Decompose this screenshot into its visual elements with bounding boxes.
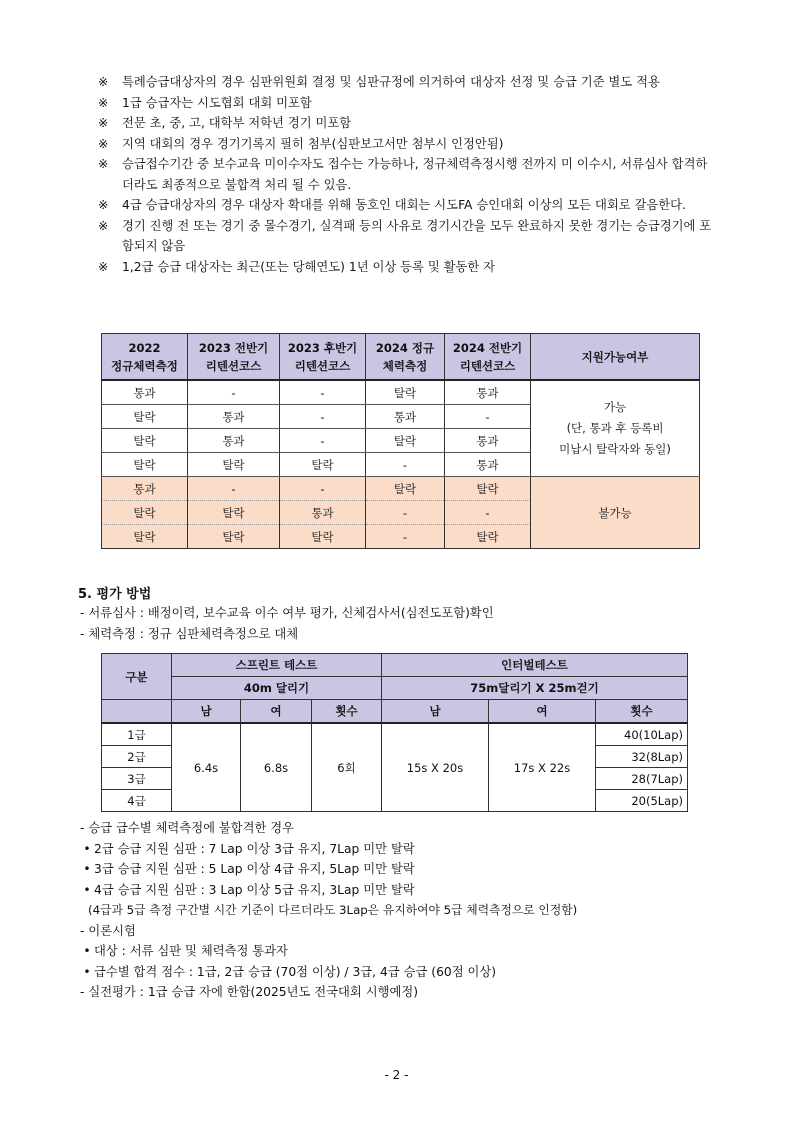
category-header: 구분 [102, 654, 172, 700]
table-row [102, 380, 700, 405]
bullet-icon: • [83, 841, 91, 856]
grade-cell: 1급 [102, 723, 172, 746]
note-item [98, 134, 718, 155]
table-cell: 탈락 [188, 453, 280, 477]
table-cell: 통과 [445, 453, 531, 477]
text-line: - 실전평가 : 1급 승급 자에 한함(2025년도 전국대회 시행예정) [80, 985, 419, 999]
table-cell: 탈락 [366, 380, 445, 405]
table-cell: 탈락 [445, 525, 531, 549]
note-item [98, 257, 718, 278]
section-title: 5. 평가 방법 [78, 587, 152, 602]
grade-cell: 4급 [102, 790, 172, 812]
table-cell: 통과 [366, 405, 445, 429]
evaluation-details [80, 818, 730, 1003]
note-mark: ※ [98, 259, 109, 274]
bullet-icon: • [83, 862, 91, 876]
col-header-eligibility: 지원가능여부 [531, 334, 700, 381]
table-cell: 탈락 [188, 501, 280, 525]
bullet-icon: • [83, 944, 91, 958]
col-header: 2024 정규 체력측정 [366, 334, 445, 381]
page-number: - 2 - [384, 1068, 409, 1082]
note-item [98, 93, 718, 114]
note-mark: ※ [98, 157, 109, 171]
table-cell: 통과 [188, 405, 280, 429]
col-header: 남 [172, 700, 241, 724]
note-text: 4급 승급대상자의 경우 대상자 확대를 위해 동호인 대회는 시도FA 승인대회 이상의 모든 대회로 갈음한다. [122, 198, 686, 212]
text-line: - 서류심사 : 배정이력, 보수교육 이수 여부 평가, 신체검사서(심전도포함)확인 [80, 606, 494, 620]
table-cell: 통과 [188, 429, 280, 453]
sprint-female-cell: 6.8s [241, 723, 312, 812]
bullet-item: • 2급 승급 지원 심판 : 7 Lap 이상 3급 유지, 7Lap 미만 탈락 [80, 839, 730, 860]
table-cell: 탈락 [102, 525, 188, 549]
col-header: 2023 전반기 리텐션코스 [188, 334, 280, 381]
bullet-item: • 4급 승급 지원 심판 : 3 Lap 이상 5급 유지, 3Lap 미만 탈락 [80, 880, 730, 901]
lap-cell: 40(10Lap) [596, 723, 688, 746]
text-line: (4급과 5급 측정 구간별 시간 기준이 다르더라도 3Lap은 유지하여야 5급 체력측정으로 인정함) [88, 903, 578, 917]
lap-cell: 32(8Lap) [596, 746, 688, 768]
table-row [102, 477, 700, 501]
table-header-row [102, 654, 688, 677]
section-lines [80, 603, 494, 644]
table-cell: - [445, 405, 531, 429]
table-cell: 통과 [445, 380, 531, 405]
col-header: 횟수 [312, 700, 382, 724]
note-text: 1,2급 승급 대상자는 최근(또는 당해연도) 1년 이상 등록 및 활동한 자 [122, 259, 496, 274]
fitness-table [101, 653, 688, 812]
note-mark: ※ [98, 198, 109, 212]
note-text: 승급접수기간 중 보수교육 미이수자도 접수는 가능하나, 정규체력측정시행 전까지 미 이수시, 서류심사 합격하더라도 최종적으로 불합격 처리 될 수 있음. [122, 157, 708, 192]
table-cell: 탈락 [188, 525, 280, 549]
text-line: - 체력측정 : 정규 심판체력측정으로 대체 [80, 626, 299, 641]
grade-cell: 3급 [102, 768, 172, 790]
table-cell: - [366, 453, 445, 477]
bullet-icon: • [83, 882, 91, 897]
text-line: - 이론시험 [80, 923, 136, 938]
note-mark: ※ [98, 95, 109, 110]
note-item [98, 216, 718, 257]
note-mark: ※ [98, 218, 109, 233]
interval-female-cell: 17s X 22s [489, 723, 596, 812]
table-header-row [102, 700, 688, 724]
eligibility-table [101, 333, 700, 549]
lap-cell: 28(7Lap) [596, 768, 688, 790]
table-cell: 탈락 [102, 405, 188, 429]
note-text: 지역 대회의 경우 경기기록지 필히 첨부(심판보고서만 첨부시 인정안됨) [122, 136, 504, 151]
note-text: 전문 초, 중, 고, 대학부 저학년 경기 미포함 [122, 116, 352, 130]
table-cell: 탈락 [102, 501, 188, 525]
table-cell: 탈락 [366, 477, 445, 501]
table-cell: 탈락 [102, 453, 188, 477]
table-cell: 탈락 [366, 429, 445, 453]
note-item [98, 154, 718, 195]
interval-sub-header: 75m달리기 X 25m걷기 [382, 677, 688, 700]
table-cell: 탈락 [280, 453, 366, 477]
text-line: - 승급 급수별 체력측정에 불합격한 경우 [80, 821, 295, 835]
sprint-header: 스프린트 테스트 [172, 654, 382, 677]
note-mark: ※ [98, 75, 109, 89]
note-mark: ※ [98, 116, 109, 130]
table-cell: - [280, 380, 366, 405]
table-cell: - [366, 501, 445, 525]
bullet-icon: • [83, 964, 91, 979]
col-header [102, 700, 172, 724]
table-cell: - [188, 380, 280, 405]
note-item [98, 195, 718, 216]
table-cell: - [445, 501, 531, 525]
col-header: 2024 전반기 리텐션코스 [445, 334, 531, 381]
table-cell: 통과 [280, 501, 366, 525]
note-mark: ※ [98, 136, 109, 151]
sprint-male-cell: 6.4s [172, 723, 241, 812]
note-item [98, 113, 718, 134]
bullet-item: • 대상 : 서류 심판 및 체력측정 통과자 [80, 941, 730, 962]
possible-cell: 가능 (단, 통과 후 등록비 미납시 탈락자와 동일) [531, 380, 700, 477]
interval-header: 인터벌테스트 [382, 654, 688, 677]
table-cell: 탈락 [280, 525, 366, 549]
table-cell: - [188, 477, 280, 501]
col-header: 횟수 [596, 700, 688, 724]
table-cell: - [280, 429, 366, 453]
table-row [102, 723, 688, 746]
table-cell: 통과 [102, 380, 188, 405]
table-cell: 통과 [102, 477, 188, 501]
note-text: 특례승급대상자의 경우 심판위원회 결정 및 심판규정에 의거하여 대상자 선정 및 승급 기준 별도 적용 [122, 75, 660, 89]
lap-cell: 20(5Lap) [596, 790, 688, 812]
table-cell: 탈락 [445, 477, 531, 501]
table-cell: - [280, 405, 366, 429]
col-header: 2022 정규체력측정 [102, 334, 188, 381]
note-text: 1급 승급자는 시도협회 대회 미포함 [122, 95, 312, 110]
note-item [98, 72, 718, 93]
impossible-cell: 불가능 [531, 477, 700, 549]
grade-cell: 2급 [102, 746, 172, 768]
sprint-count-cell: 6회 [312, 723, 382, 812]
bullet-item: • 급수별 합격 점수 : 1급, 2급 승급 (70점 이상) / 3급, 4급 승급 (60점 이상) [80, 962, 730, 983]
table-cell: - [280, 477, 366, 501]
col-header: 남 [382, 700, 489, 724]
notes-list [98, 72, 718, 277]
bullet-item: • 3급 승급 지원 심판 : 5 Lap 이상 4급 유지, 5Lap 미만 탈락 [80, 859, 730, 880]
sprint-sub-header: 40m 달리기 [172, 677, 382, 700]
table-cell: 통과 [445, 429, 531, 453]
note-text: 경기 진행 전 또는 경기 중 몰수경기, 실격패 등의 사유로 경기시간을 모두 완료하지 못한 경기는 승급경기에 포함되지 않음 [122, 218, 712, 253]
col-header: 2023 후반기 리텐션코스 [280, 334, 366, 381]
col-header: 여 [489, 700, 596, 724]
col-header: 여 [241, 700, 312, 724]
table-header-row [102, 677, 688, 700]
table-header-row [102, 334, 700, 381]
table-cell: 탈락 [102, 429, 188, 453]
table-cell: - [366, 525, 445, 549]
interval-male-cell: 15s X 20s [382, 723, 489, 812]
